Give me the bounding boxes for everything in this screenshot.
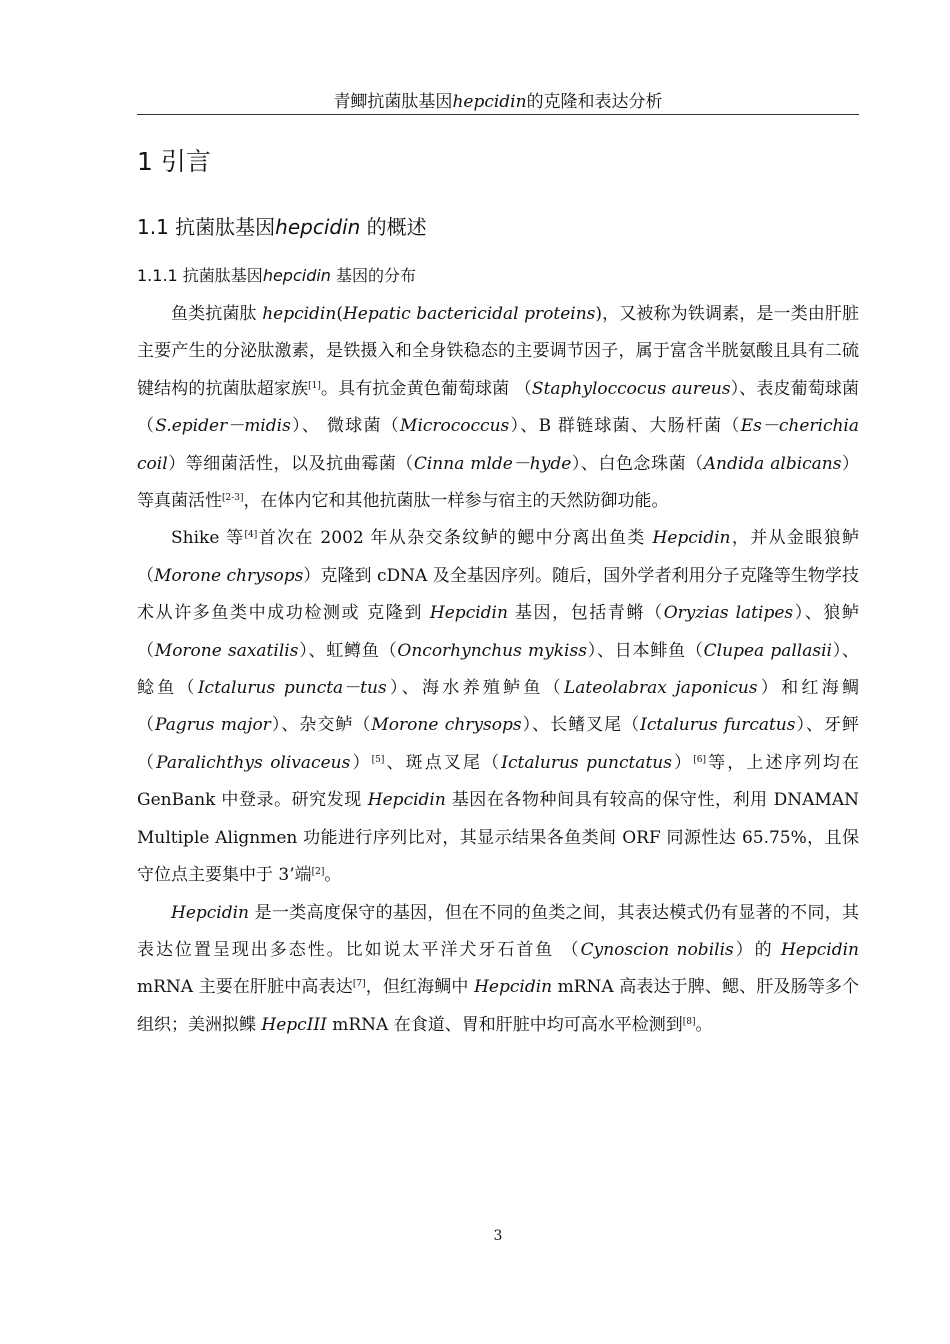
italic-term: S.epider－midis [155,416,291,437]
text-run: ）、表皮葡萄球菌（ [137,378,859,437]
text-run: 。 [695,1014,713,1035]
citation: [7] [352,979,366,990]
header-title-suffix: 的克隆和表达分析 [526,92,663,112]
italic-term: Oncorhynchus mykiss [397,640,587,661]
italic-term: Pagrus major [155,715,271,736]
italic-term: hepcidin [262,304,337,324]
italic-term: Paralichthys olivaceus [156,752,351,773]
section-heading-prefix: 1.1 抗菌肽基因 [137,215,276,239]
text-run: 是一类高度保守的基因，但在不同的鱼类之间，其表达模式仍有显著的不同，其表达位置呈现出多态性。比如说太平洋犬牙石首鱼 （ [137,902,859,960]
text-run: 基因在各物种间具有较高的保守性，利用 DNAMAN Multiple Alignmen 功能进行序列比对，其显示结果各鱼类间 ORF 同源性达 65.75%，且保守位点主要集中于 3’端 [137,790,859,886]
italic-term: Hepatic bactericidal proteins [342,304,596,324]
citation: [1] [308,380,321,391]
italic-term: Hepcidin [429,603,508,624]
text-run: ）、牙鲆（ [137,715,860,773]
italic-term: HepcIII [261,1014,327,1035]
text-run: 。具有抗金黄色葡萄球菌 （ [320,378,532,399]
italic-term: Morone chrysops [371,715,522,736]
citation: [8] [682,1016,696,1027]
section-heading-suffix: 的概述 [360,215,427,239]
text-run: ）、海水养殖鲈鱼（ [386,678,564,699]
text-run: Shike 等 [171,528,245,549]
italic-term: Hepcidin [171,902,249,923]
subsection-heading [137,264,416,288]
text-run: ）、狼鲈（ [137,603,860,661]
header-title-italic: hepcidin [452,92,527,112]
italic-term: Andida albicans [703,453,842,474]
text-run: 。 [324,865,342,886]
section-heading-italic: hepcidin [275,215,361,239]
text-run: ） [350,752,372,773]
text-run: ）克隆到 cDNA 及全基因序列。随后，国外学者利用分子克隆等生物学技术从许多鱼类中成功检测或 克隆到 [137,565,860,624]
text-run: ( [336,304,343,324]
text-run: ） [671,752,694,773]
italic-term: Morone saxatilis [154,640,299,661]
page-number: 3 [493,1228,503,1244]
text-run: ）等细菌活性，以及抗曲霉菌（ [167,453,414,474]
text-run: 鱼类抗菌肽 [171,304,263,324]
italic-term: Ictalurus puncta－tus [197,678,387,699]
italic-term: Morone chrysops [154,565,304,586]
text-run: 基因，包括青鳉（ [507,603,664,624]
text-run: ）、虹鳟鱼（ [298,640,398,661]
paragraph [137,296,859,520]
italic-term: Cinna mlde－hyde [413,453,572,474]
italic-term: Cynoscion nobilis [580,939,734,960]
italic-term: Staphyloccocus aureus [531,378,731,399]
text-run: mRNA 在食道、胃和肝脏中均可高水平检测到 [326,1014,683,1035]
text-run: mRNA 主要在肝脏中高表达 [137,977,353,998]
text-run: ，但红海鲷中 [365,977,475,998]
italic-term: Hepcidin [652,528,731,549]
italic-term: Lateolabrax japonicus [563,678,758,699]
italic-term: Micrococcus [400,416,510,437]
page-header [137,91,859,115]
text-run: ）的 [733,939,782,960]
subsection-heading-prefix: 1.1.1 抗菌肽基因 [137,266,263,285]
italic-term: Hepcidin [474,977,553,998]
italic-term: Ictalurus furcatus [640,715,796,736]
text-run: ）和红海鲷（ [137,678,859,736]
text-run: 等，上述序列均在 GenBank 中登录。研究发现 [137,752,860,811]
text-run: ）、长鳍叉尾（ [521,715,641,736]
text-run: ）、杂交鲈（ [270,715,372,736]
text-run: mRNA 高表达于脾、鳃、肝及肠等多个组织；美洲拟鲽 [137,977,860,1035]
citation: [5] [371,754,385,765]
italic-term: Es－cherichia coil [137,416,860,474]
paragraph [137,895,859,1045]
section-heading [137,213,427,241]
italic-term: Hepcidin [367,790,446,811]
italic-term: Oryzias latipes [663,603,794,624]
text-run: ）、白色念珠菌（ [571,453,704,474]
chapter-heading: 1 引言 [137,147,211,176]
text-run: ，在体内它和其他抗菌肽一样参与宿主的天然防御功能。 [243,491,669,512]
citation: [2-3] [222,493,244,504]
paragraph [137,520,859,894]
text-run: )，又被称为铁调素，是一类由肝脏主要产生的分泌肽激素，是铁摄入和全身铁稳态的主要调节因子，属于富含半胱氨酸且具有二硫键结构的抗菌肽超家族 [137,304,859,399]
citation: [4] [244,530,258,541]
header-title-prefix: 青鲫抗菌肽基因 [333,92,453,112]
body-text [137,296,859,1044]
subsection-heading-suffix: 基因的分布 [330,266,417,285]
text-run: 首次在 2002 年从杂交条纹鲈的鳃中分离出鱼类 [257,528,653,549]
italic-term: Ictalurus punctatus [501,752,672,773]
text-run: ）、B 群链球菌、大肠杆菌（ [509,416,741,437]
citation: [6] [693,754,706,765]
citation: [2] [311,867,325,878]
italic-term: Clupea pallasii [703,640,832,661]
text-run: 、斑点叉尾（ [384,752,502,773]
text-run: ）等真菌活性 [137,453,860,512]
subsection-heading-italic: hepcidin [262,266,331,285]
italic-term: Hepcidin [781,939,860,960]
text-run: ）、 微球菌（ [290,416,401,437]
text-run: ）、日本鲱鱼（ [586,640,704,661]
text-run: ）、鲶鱼（ [137,640,860,699]
text-run: ，并从金眼狼鲈（ [137,528,859,586]
